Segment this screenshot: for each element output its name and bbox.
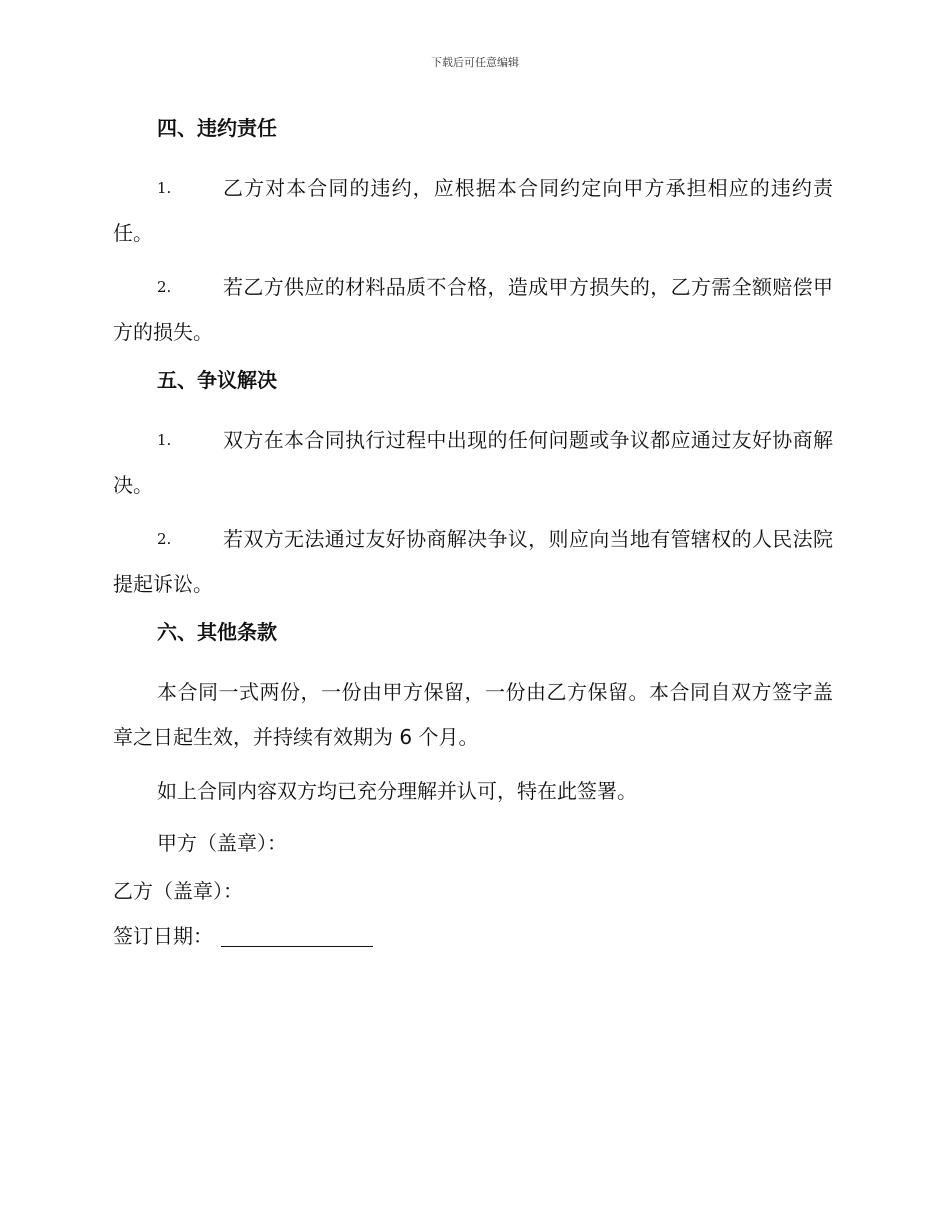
section-heading-dispute: 五、争议解决 (157, 368, 277, 392)
party-b-seal: 乙方（盖章）： (113, 879, 243, 903)
clause-number: 1. (157, 431, 172, 449)
paragraph-copies: 本合同一式两份，一份由甲方保留，一份由乙方保留。本合同自双方签字盖章之日起生效，并持续有效期为 6 个月。 (113, 680, 833, 749)
clause-text: 双方在本合同执行过程中出现的任何问题或争议都应通过友好协商解决。 (113, 428, 833, 497)
document-body (113, 112, 833, 961)
clause-item (113, 166, 833, 256)
clause-number: 2. (157, 278, 172, 296)
signing-date (113, 916, 833, 956)
clause-text: 若双方无法通过友好协商解决争议，则应向当地有管辖权的人民法院提起诉讼。 (113, 527, 833, 596)
clause-number: 1. (157, 179, 172, 197)
clause-text: 乙方对本合同的违约，应根据本合同约定向甲方承担相应的违约责任。 (113, 176, 833, 245)
party-a-seal: 甲方（盖章）： (157, 831, 287, 855)
section-heading-breach: 四、违约责任 (157, 116, 277, 140)
signing-date-label: 签订日期： (113, 924, 213, 948)
section-heading-other: 六、其他条款 (157, 620, 277, 644)
clause-item (113, 265, 833, 355)
clause-item (113, 517, 833, 607)
paragraph-agreement: 如上合同内容双方均已充分理解并认可，特在此签署。 (157, 779, 637, 803)
clause-number: 2. (157, 530, 172, 548)
clause-text: 若乙方供应的材料品质不合格，造成甲方损失的，乙方需全额赔偿甲方的损失。 (113, 275, 833, 344)
clause-item (113, 418, 833, 508)
signing-date-blank (221, 924, 373, 947)
page-header: 下载后可任意编辑 (431, 56, 519, 69)
